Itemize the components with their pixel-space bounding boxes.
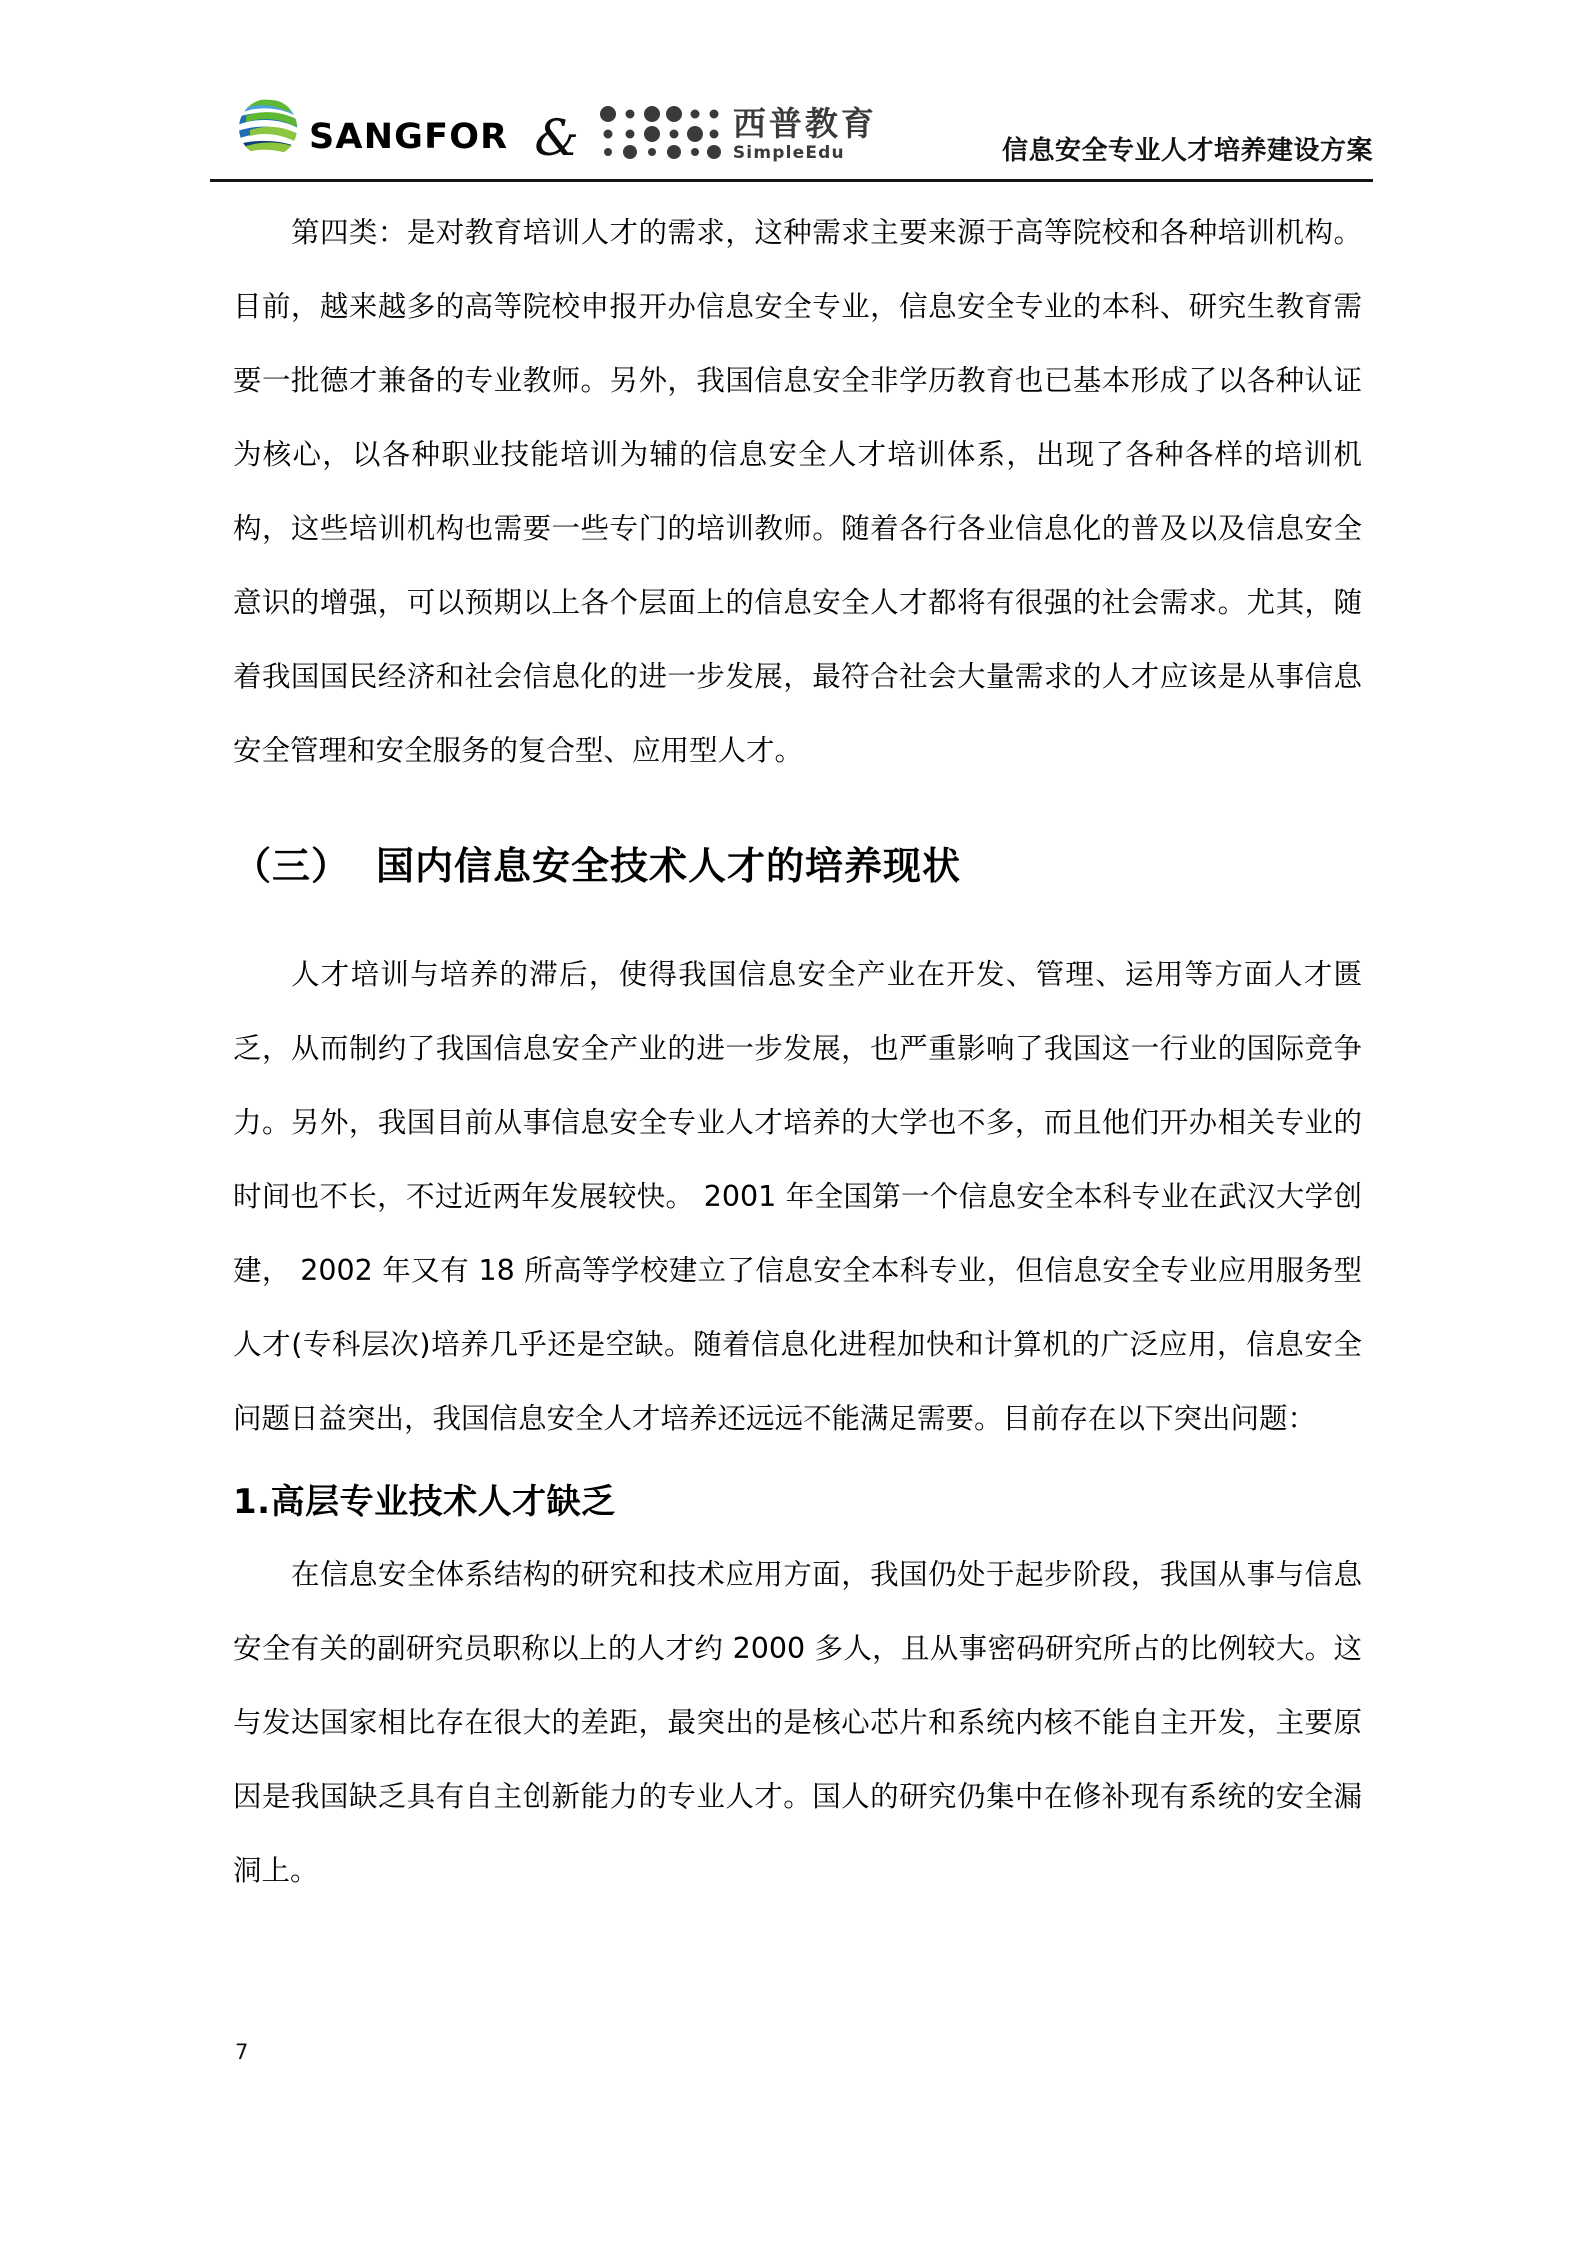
ampersand-separator: & xyxy=(534,109,579,167)
paragraph-fourth-category: 第四类：是对教育培训人才的需求，这种需求主要来源于高等院校和各种培训机构。目前，越来越多的高等院校申报开办信息安全专业，信息安全专业的本科、研究生教育需要一批德才兼备的专业教师。另外，我国信息安全非学历教育也已基本形成了以各种认证为核心，以各种职业技能培训为辅的信息安全人才培训体系，出现了各种各样的培训机构，这些培训机构也需要一些专门的培训教师。随着各行各业信息化的普及以及信息安全意识的增强，可以预期以上各个层面上的信息安全人才都将有很强的社会需求。尤其，随着我国国民经济和社会信息化的进一步发展，最符合社会大量需求的人才应该是从事信息安全管理和安全服务的复合型、应用型人才。 xyxy=(233,216,1362,767)
paragraph-research-gap: 在信息安全体系结构的研究和技术应用方面，我国仍处于起步阶段，我国从事与信息安全有关的副研究员职称以上的人才约 2000 多人，且从事密码研究所占的比例较大。这与发达国家相比存在很大的差距，最突出的是核心芯片和系统内核不能自主开发，主要原因是我国缺乏具有自主创新能力的专业人才。国人的研究仍集中在修补现有系统的安全漏洞上。 xyxy=(233,1558,1362,1888)
spacer xyxy=(233,788,1362,844)
sub-heading-talent-shortage: 1.高层专业技术人才缺乏 xyxy=(233,1481,616,1522)
section-heading-number: （三） xyxy=(233,844,351,888)
spacer xyxy=(233,1522,1362,1538)
sangfor-globe-icon xyxy=(236,96,300,160)
dot-matrix-icon xyxy=(599,105,721,163)
simpleedu-lockup xyxy=(599,105,877,163)
header-document-title: 信息安全专业人才培养建设方案 xyxy=(1001,136,1373,166)
spacer xyxy=(233,1456,1362,1482)
simpleedu-cn-name: 西普教育 xyxy=(732,103,877,143)
brand-lockup xyxy=(236,86,877,170)
paragraph-training-status: 人才培训与培养的滞后，使得我国信息安全产业在开发、管理、运用等方面人才匮乏，从而制约了我国信息安全产业的进一步发展，也严重影响了我国这一行业的国际竞争力。另外，我国目前从事信息安全专业人才培养的大学也不多，而且他们开办相关专业的时间也不长，不过近两年发展较快。 2001 年全国第一个信息安全本科专业在武汉大学创建， 2002 年又有 18 所高等学校建立了信息安全本科专业，但信息安全专业应用服务型人才(专科层次)培养几乎还是空缺。随着信息化进程加快和计算机的广泛应用，信息安全问题日益突出，我国信息安全人才培养还远远不能满足需要。目前存在以下突出问题： xyxy=(233,957,1362,1435)
simpleedu-en-name: SimpleEdu xyxy=(732,142,845,163)
spacer xyxy=(233,890,1362,938)
page-number: 7 xyxy=(235,2040,249,2064)
section-heading-three xyxy=(233,844,1362,890)
page-header xyxy=(210,78,1373,182)
section-heading-label: 国内信息安全技术人才的培养现状 xyxy=(376,844,962,888)
sangfor-wordmark: SANGFOR xyxy=(309,116,509,157)
document-body xyxy=(233,196,1362,1908)
